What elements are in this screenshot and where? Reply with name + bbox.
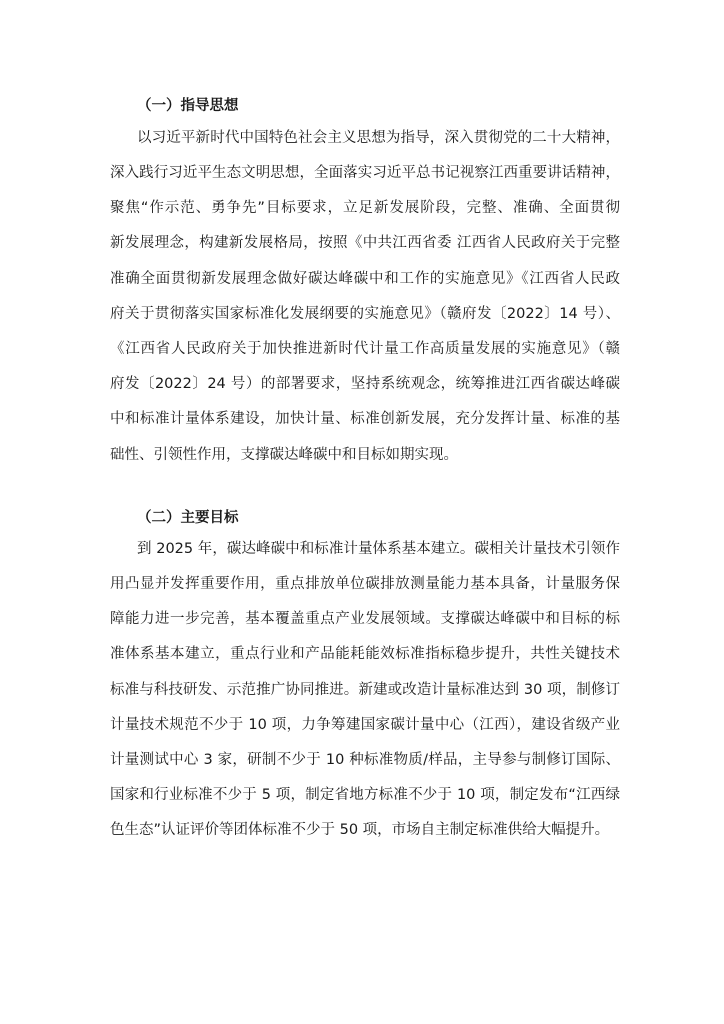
paragraph-line: 国家和行业标准不少于 5 项，制定省地方标准不少于 10 项，制定发布“江西绿 xyxy=(110,787,620,803)
paragraph-line: 新发展理念，构建新发展格局，按照《中共江西省委 江西省人民政府关于完整 xyxy=(110,235,620,251)
paragraph-line: 标准与科技研发、示范推广协同推进。新建或改造计量标准达到 30 项，制修订 xyxy=(110,682,620,698)
section-heading-guiding-ideology: （一）指导思想 xyxy=(137,98,239,114)
paragraph-line: 准确全面贯彻新发展理念做好碳达峰碳中和工作的实施意见》《江西省人民政 xyxy=(110,271,620,287)
paragraph-line: 准体系基本建立，重点行业和产品能耗能效标准指标稳步提升，共性关键技术 xyxy=(110,646,620,662)
paragraph-line: 到 2025 年，碳达峰碳中和标准计量体系基本建立。碳相关计量技术引领作 xyxy=(137,541,620,557)
paragraph-line: 障能力进一步完善，基本覆盖重点产业发展领域。支撑碳达峰碳中和目标的标 xyxy=(110,611,620,627)
paragraph-line: 深入践行习近平生态文明思想，全面落实习近平总书记视察江西重要讲话精神， xyxy=(110,165,620,181)
paragraph-line: 府发〔2022〕24 号）的部署要求，坚持系统观念，统筹推进江西省碳达峰碳 xyxy=(110,376,620,392)
paragraph-line: 中和标准计量体系建设，加快计量、标准创新发展，充分发挥计量、标准的基 xyxy=(110,411,620,427)
section-heading-main-goals: （二）主要目标 xyxy=(137,510,239,526)
paragraph-line: 计量技术规范不少于 10 项，力争筹建国家碳计量中心（江西），建设省级产业 xyxy=(110,717,620,733)
paragraph-line: 础性、引领性作用，支撑碳达峰碳中和目标如期实现。 xyxy=(110,447,458,463)
paragraph-line: 府关于贯彻落实国家标准化发展纲要的实施意见》（赣府发〔2022〕14 号）、 xyxy=(110,306,620,322)
paragraph-line: 《江西省人民政府关于加快推进新时代计量工作高质量发展的实施意见》（赣 xyxy=(110,341,620,357)
paragraph-line: 以习近平新时代中国特色社会主义思想为指导，深入贯彻党的二十大精神， xyxy=(137,130,620,146)
paragraph-line: 色生态”认证评价等团体标准不少于 50 项，市场自主制定标准供给大幅提升。 xyxy=(110,822,610,838)
paragraph-line: 聚焦“作示范、勇争先”目标要求，立足新发展阶段，完整、准确、全面贯彻 xyxy=(110,200,620,216)
paragraph-line: 计量测试中心 3 家，研制不少于 10 种标准物质/样品，主导参与制修订国际、 xyxy=(110,752,620,768)
paragraph-line: 用凸显并发挥重要作用，重点排放单位碳排放测量能力基本具备，计量服务保 xyxy=(110,576,620,592)
